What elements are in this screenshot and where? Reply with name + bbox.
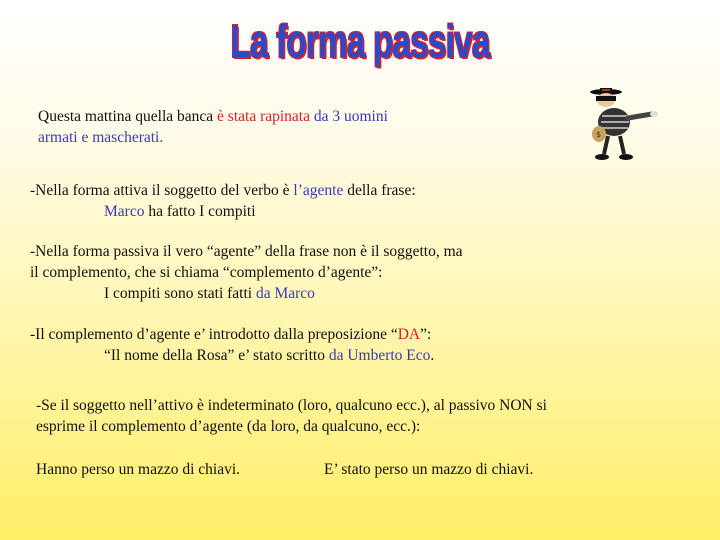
- esempio-attivo: Hanno perso un mazzo di chiavi.: [36, 461, 241, 478]
- passiva-line-1: -Nella forma passiva il vero “agente” della frase non è il soggetto, ma: [30, 243, 463, 260]
- esempio-passivo: E’ stato perso un mazzo di chiavi.: [324, 461, 534, 478]
- attiva-text: -Nella forma attiva il soggetto del verbo è: [30, 182, 294, 199]
- complemento-text-end: ”:: [420, 326, 432, 343]
- page-title: La forma passiva: [230, 15, 490, 67]
- passiva-example-text: I compiti sono stati fatti: [104, 285, 256, 302]
- complemento-example: [104, 345, 434, 366]
- passiva-line-2: il complemento, che si chiama “complemento d’agente”:: [30, 264, 383, 281]
- attiva-agente: l’agente: [293, 182, 344, 199]
- complemento-example-text: “Il nome della Rosa” e’ stato scritto: [104, 347, 329, 364]
- complemento-example-agent: da Umberto Eco: [328, 347, 431, 364]
- attiva-example: [104, 201, 256, 222]
- intro-line-2: armati e mascherati.: [38, 129, 164, 146]
- svg-text:$: $: [596, 130, 602, 139]
- masked-robber-icon: [584, 88, 664, 164]
- complemento-text: -Il complemento d’agente e’ introdotto dalla preposizione “: [30, 326, 398, 343]
- indeterminato-line-1: -Se il soggetto nell’attivo è indeterminato (loro, qualcuno ecc.), al passivo NON si: [36, 397, 547, 414]
- attiva-text-end: della frase:: [343, 182, 416, 199]
- intro-verb: è stata rapinata: [217, 108, 310, 125]
- attiva-line-1: [30, 180, 416, 201]
- complemento-example-end: .: [430, 347, 435, 364]
- attiva-example-agent: Marco: [104, 203, 145, 220]
- passiva-example: [104, 283, 315, 304]
- intro-text: Questa mattina quella banca: [38, 108, 218, 125]
- complemento-line-1: [30, 324, 431, 345]
- intro-line-1: [38, 106, 388, 127]
- intro-agent: da 3 uomini: [310, 108, 388, 125]
- indeterminato-line-2: esprime il complemento d’agente (da loro, da qualcuno, ecc.):: [36, 418, 421, 435]
- complemento-da: DA: [397, 326, 421, 343]
- passiva-example-agent: da Marco: [255, 285, 315, 302]
- attiva-example-rest: ha fatto I compiti: [144, 203, 256, 220]
